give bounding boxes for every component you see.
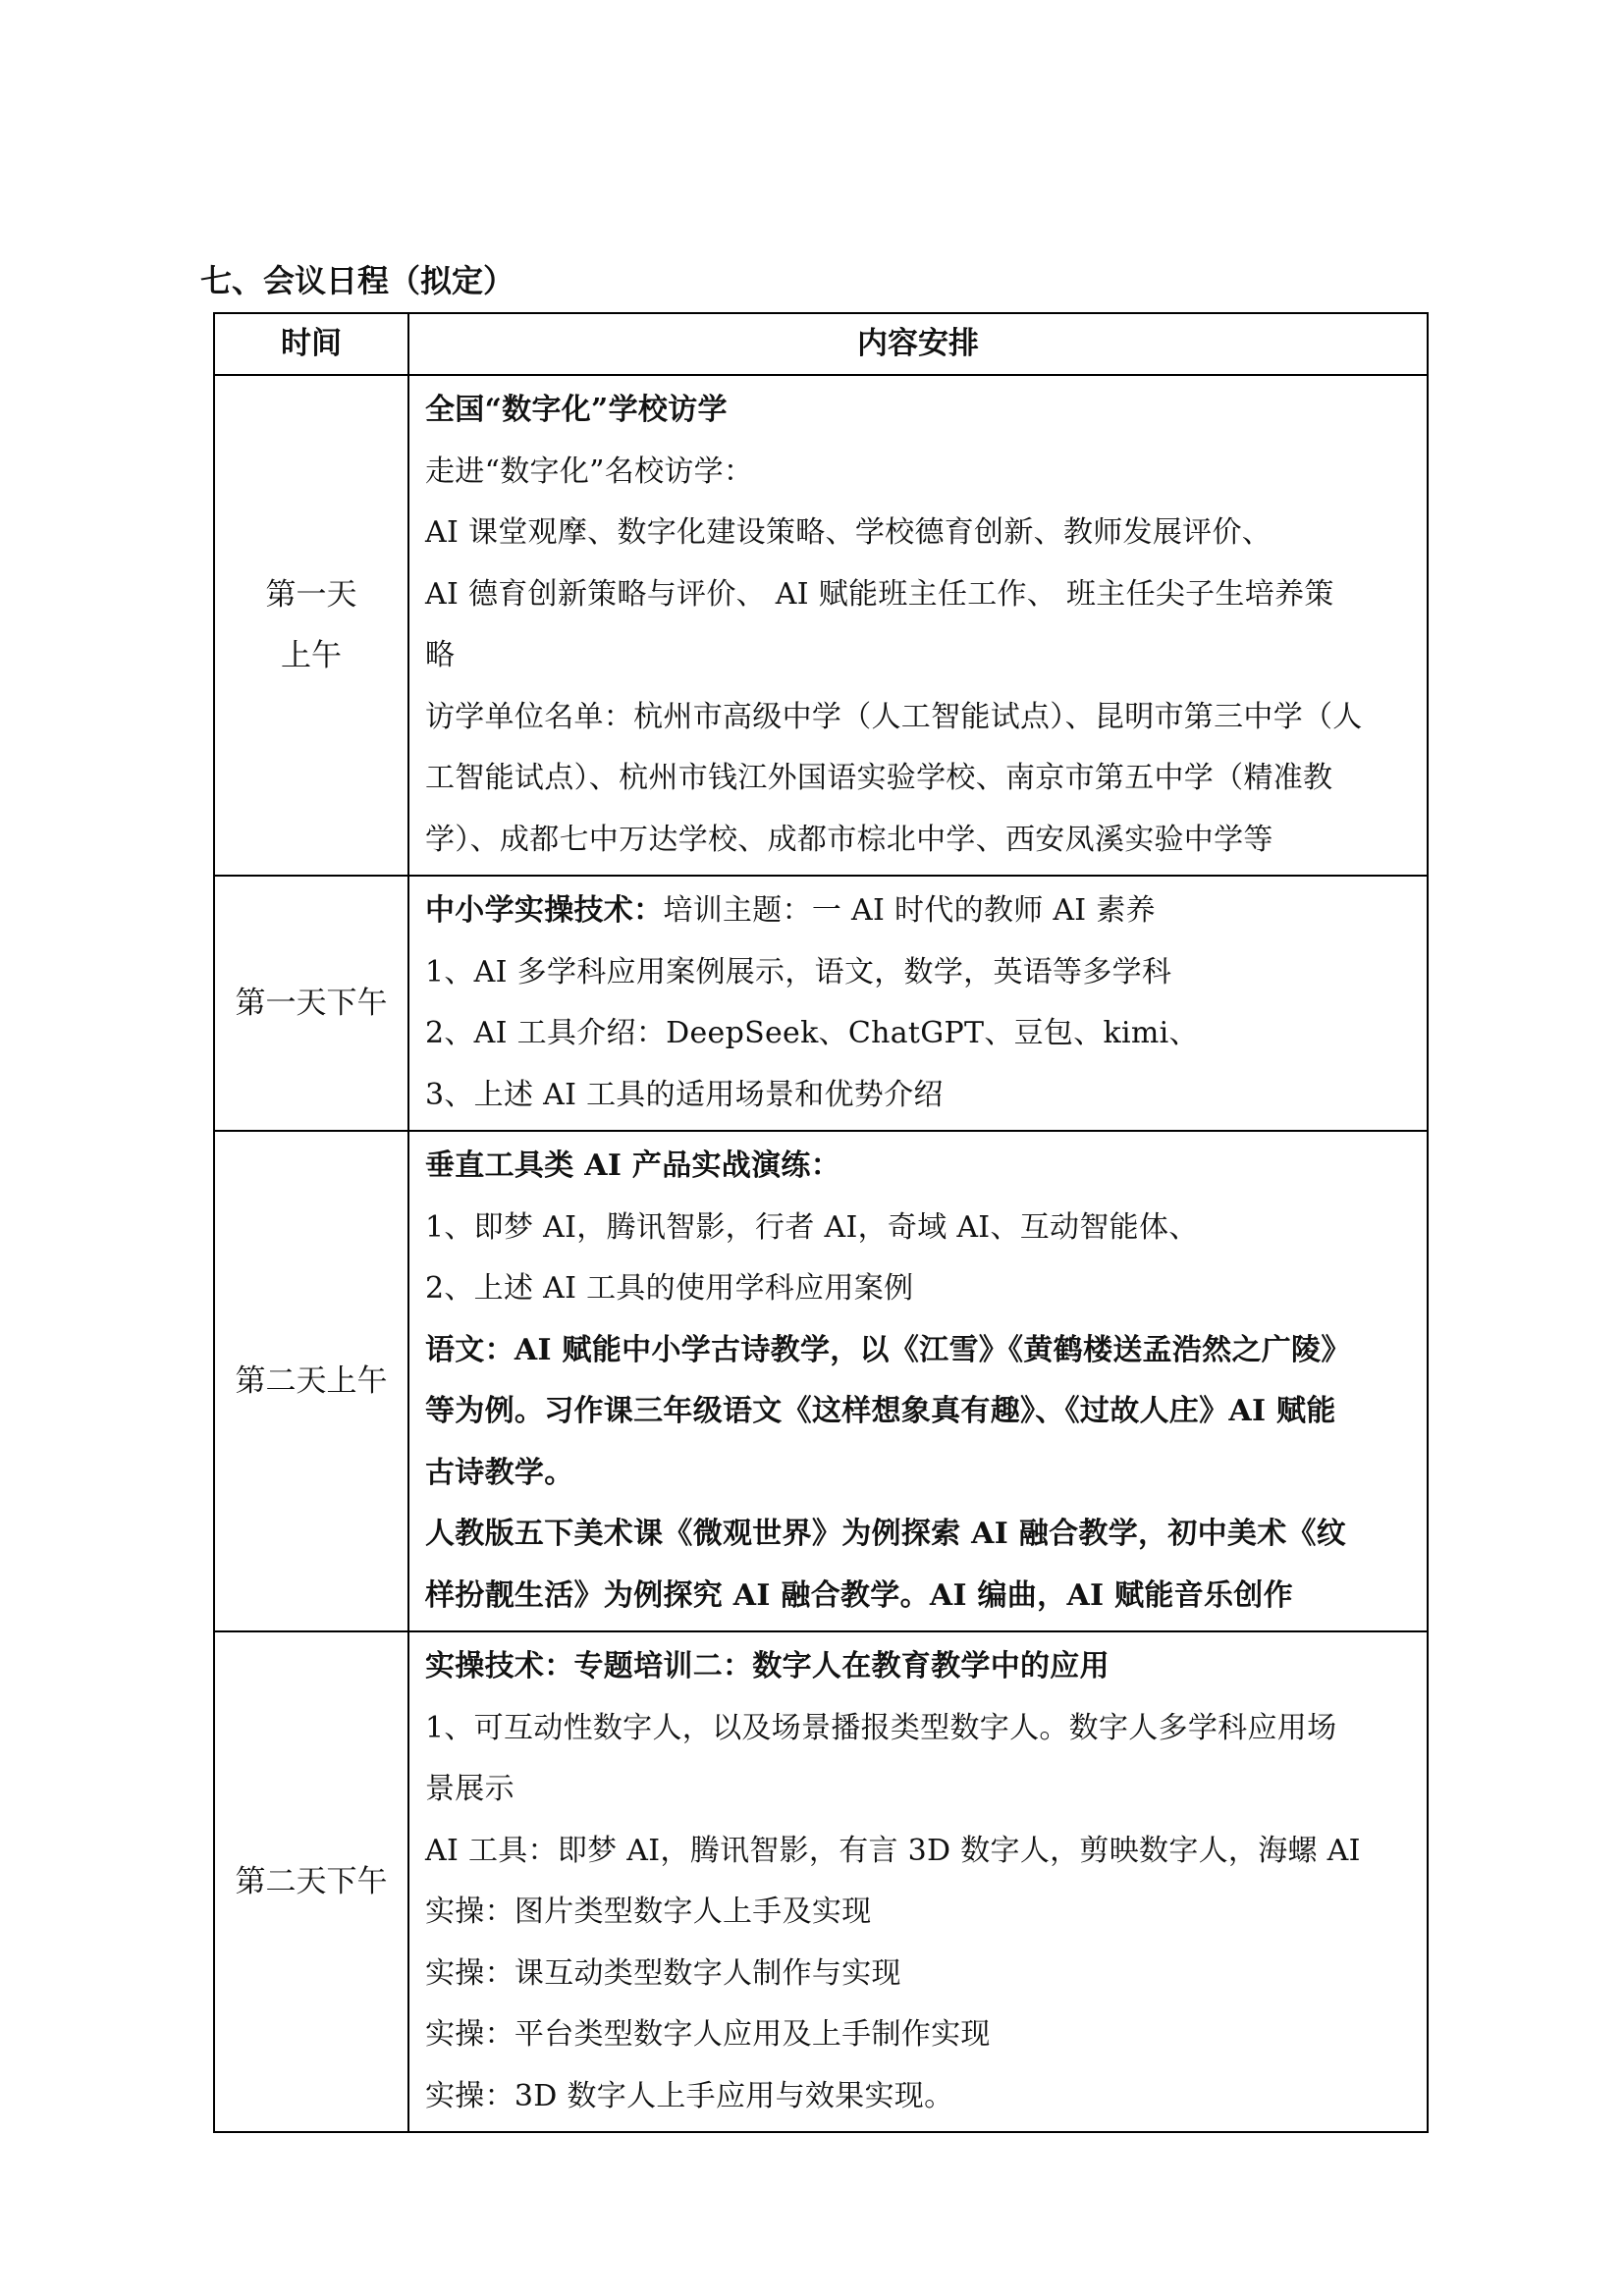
content-line: 实操：3D 数字人上手应用与效果实现。 [425,2078,954,2113]
schedule-table [213,312,1429,2133]
content-line: 1、AI 多学科应用案例展示，语文，数学，英语等多学科 [425,954,1172,989]
content-heading: 实操技术：专题培训二：数字人在教育教学中的应用 [425,1649,1110,1683]
content-line: 略 [425,638,456,672]
content-label: 中小学实操技术： [425,893,664,928]
content-line: 2、AI 工具介绍：DeepSeek、ChatGPT、豆包、kimi、 [425,1016,1199,1050]
header-time: 时间 [214,313,408,375]
content-line: 景展示 [425,1772,514,1806]
section-title: 七、会议日程（拟定） [200,262,515,299]
content-line: 1、可互动性数字人，以及场景播报类型数字人。数字人多学科应用场 [425,1710,1337,1745]
content-line: 2、上述 AI 工具的使用学科应用案例 [425,1271,914,1306]
content-line: AI 德育创新策略与评价、 AI 赋能班主任工作、 班主任尖子生培养策 [425,576,1334,612]
content-line: 语文：AI 赋能中小学古诗教学，以《江雪》《黄鹤楼送孟浩然之广陵》 [425,1332,1351,1367]
content-cell [408,375,1428,876]
content-heading: 垂直工具类 AI 产品实战演练： [425,1148,840,1183]
table-row [214,1131,1428,1631]
table-row [214,1631,1428,2132]
content-line: 访学单位名单：杭州市高级中学（人工智能试点）、昆明市第三中学（人 [425,699,1363,734]
content-cell [408,1631,1428,2132]
content-line: 实操：图片类型数字人上手及实现 [425,1895,872,1929]
table-header-row [214,313,1428,375]
content-line: 1、即梦 AI，腾讯智影，行者 AI，奇域 AI、互动智能体、 [425,1209,1199,1245]
content-cell [408,876,1428,1131]
content-line: 走进“数字化”名校访学： [425,454,754,489]
time-cell: 第一天 上午 [214,375,408,876]
table-row [214,876,1428,1131]
time-cell: 第二天上午 [214,1131,408,1631]
content-cell [408,1131,1428,1631]
content-line: 古诗教学。 [425,1455,574,1490]
content-line: 样扮靓生活》为例探究 AI 融合教学。AI 编曲，AI 赋能音乐创作 [425,1577,1293,1613]
table-row [214,375,1428,876]
content-line: 实操：课互动类型数字人制作与实现 [425,1955,901,1991]
content-line: 3、上述 AI 工具的适用场景和优势介绍 [425,1077,944,1112]
content-line: AI 课堂观摩、数字化建设策略、学校德育创新、教师发展评价、 [425,515,1272,550]
content-line: 等为例。习作课三年级语文《这样想象真有趣》、《过故人庄》AI 赋能 [425,1394,1336,1428]
header-content: 内容安排 [408,313,1428,375]
content-line: AI 工具：即梦 AI，腾讯智影，有言 3D 数字人，剪映数字人，海螺 AI [425,1833,1361,1868]
content-heading: 全国“数字化”学校访学 [425,393,728,427]
content-line: 工智能试点）、杭州市钱江外国语实验学校、南京市第五中学（精准教 [425,761,1333,795]
content-line: 实操：平台类型数字人应用及上手制作实现 [425,2017,991,2052]
content-line [425,881,1413,942]
time-cell: 第二天下午 [214,1631,408,2132]
time-cell: 第一天下午 [214,876,408,1131]
content-line: 人教版五下美术课《微观世界》为例探索 AI 融合教学，初中美术《纹 [425,1517,1347,1551]
content-line-text: 培训主题：一 AI 时代的教师 AI 素养 [663,893,1156,928]
content-line: 学）、成都七中万达学校、成都市棕北中学、西安凤溪实验中学等 [425,822,1273,857]
